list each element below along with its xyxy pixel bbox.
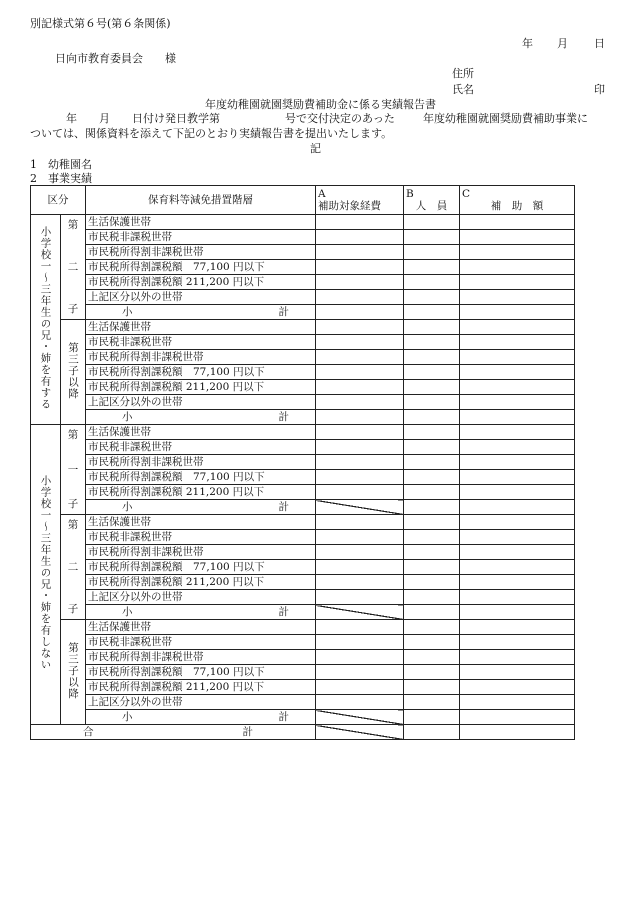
tier-nontax: 市民税非課税世帯 — [86, 530, 316, 545]
table-row — [31, 245, 575, 260]
tier-211200: 市民税所得割課税額 211,200 円以下 — [86, 275, 316, 290]
cell-a-diagonal — [316, 500, 404, 515]
subtotal-row — [31, 500, 575, 515]
subtotal-label: 小 計 — [86, 500, 316, 515]
cell-a[interactable] — [316, 245, 404, 260]
category-without-sibling: 小学校一〜三年生の兄・姉を有しない — [31, 425, 61, 725]
header-b-letter: B — [406, 188, 414, 200]
tier-77100: 市民税所得割課税額 77,100 円以下 — [86, 365, 316, 380]
header-c-letter: C — [462, 188, 471, 200]
cell-a[interactable] — [316, 305, 404, 320]
cell-b[interactable] — [404, 365, 460, 380]
name-label: 氏名 — [452, 83, 474, 96]
cell-a[interactable] — [316, 470, 404, 485]
cell-a[interactable] — [316, 620, 404, 635]
tier-77100: 市民税所得割課税額 77,100 円以下 — [86, 260, 316, 275]
subtotal-row — [31, 305, 575, 320]
cell-c[interactable] — [460, 620, 575, 635]
tier-211200: 市民税所得割課税額 211,200 円以下 — [86, 680, 316, 695]
cell-c[interactable] — [460, 500, 575, 515]
cell-b[interactable] — [404, 590, 460, 605]
tier-other: 上記区分以外の世帯 — [86, 290, 316, 305]
cell-c[interactable] — [460, 560, 575, 575]
total-label: 合 計 — [31, 725, 316, 740]
cell-b[interactable] — [404, 290, 460, 305]
cell-c[interactable] — [460, 575, 575, 590]
table-row — [31, 350, 575, 365]
table-row — [31, 470, 575, 485]
tier-welfare: 生活保護世帯 — [86, 425, 316, 440]
table-header-row — [31, 186, 575, 215]
tier-other: 上記区分以外の世帯 — [86, 695, 316, 710]
table-row — [31, 380, 575, 395]
cell-a[interactable] — [316, 320, 404, 335]
header-category: 区分 — [31, 186, 86, 215]
tier-nontax: 市民税非課税世帯 — [86, 335, 316, 350]
table-row — [31, 440, 575, 455]
tier-welfare: 生活保護世帯 — [86, 215, 316, 230]
table-row — [31, 635, 575, 650]
ordinal-second-child: 第 二 子 — [61, 215, 86, 320]
item-results: 2 事業実績 — [30, 172, 92, 185]
cell-c[interactable] — [460, 245, 575, 260]
cell-c[interactable] — [460, 710, 575, 725]
cell-c[interactable] — [460, 665, 575, 680]
ordinal-second-child: 第 二 子 — [61, 515, 86, 620]
cell-c[interactable] — [460, 365, 575, 380]
cell-c[interactable] — [460, 380, 575, 395]
cell-c[interactable] — [460, 650, 575, 665]
cell-c[interactable] — [460, 545, 575, 560]
cell-a[interactable] — [316, 380, 404, 395]
cell-b[interactable] — [404, 485, 460, 500]
table-row — [31, 575, 575, 590]
tier-nontax: 市民税非課税世帯 — [86, 440, 316, 455]
header-c — [460, 186, 575, 215]
cell-b[interactable] — [404, 215, 460, 230]
ki-mark: 記 — [310, 142, 321, 155]
cell-c[interactable] — [460, 215, 575, 230]
cell-a[interactable] — [316, 275, 404, 290]
cell-a[interactable] — [316, 695, 404, 710]
cell-b[interactable] — [404, 620, 460, 635]
subtotal-row — [31, 710, 575, 725]
subtotal-row — [31, 605, 575, 620]
cell-b[interactable] — [404, 470, 460, 485]
header-a — [316, 186, 404, 215]
date-month: 月 — [557, 37, 568, 50]
subtotal-label: 小 計 — [86, 710, 316, 725]
table-row — [31, 365, 575, 380]
tier-211200: 市民税所得割課税額 211,200 円以下 — [86, 485, 316, 500]
table-row — [31, 320, 575, 335]
header-a-letter: A — [318, 188, 326, 200]
cell-a-diagonal — [316, 710, 404, 725]
tier-77100: 市民税所得割課税額 77,100 円以下 — [86, 470, 316, 485]
cell-b[interactable] — [404, 695, 460, 710]
cell-b[interactable] — [404, 305, 460, 320]
table-row — [31, 545, 575, 560]
cell-c[interactable] — [460, 230, 575, 245]
cell-a[interactable] — [316, 440, 404, 455]
subtotal-row — [31, 410, 575, 425]
results-table — [30, 185, 575, 740]
cell-b[interactable] — [404, 575, 460, 590]
cell-a[interactable] — [316, 410, 404, 425]
table-row — [31, 590, 575, 605]
cell-a[interactable] — [316, 260, 404, 275]
cell-c[interactable] — [460, 605, 575, 620]
cell-b[interactable] — [404, 650, 460, 665]
document-title: 年度幼稚園就園奨励費補助金に係る実績報告書 — [205, 98, 436, 111]
table-row — [31, 395, 575, 410]
cell-a[interactable] — [316, 455, 404, 470]
cell-b[interactable] — [404, 410, 460, 425]
table-row — [31, 680, 575, 695]
cell-b[interactable] — [404, 530, 460, 545]
table-row — [31, 560, 575, 575]
cell-c[interactable] — [460, 335, 575, 350]
header-b — [404, 186, 460, 215]
header-level: 保育料等減免措置階層 — [86, 186, 316, 215]
cell-b[interactable] — [404, 230, 460, 245]
date-day: 日 — [594, 37, 605, 50]
cell-c[interactable] — [460, 410, 575, 425]
tier-welfare: 生活保護世帯 — [86, 515, 316, 530]
cell-a[interactable] — [316, 215, 404, 230]
tier-welfare: 生活保護世帯 — [86, 320, 316, 335]
table-row — [31, 515, 575, 530]
table-row — [31, 260, 575, 275]
cell-a[interactable] — [316, 530, 404, 545]
item-kindergarten-name: 1 幼稚園名 — [30, 158, 92, 171]
cell-c[interactable] — [460, 635, 575, 650]
seal-mark: 印 — [594, 83, 605, 96]
cell-b[interactable] — [404, 500, 460, 515]
tier-211200: 市民税所得割課税額 211,200 円以下 — [86, 380, 316, 395]
tier-income-nontax: 市民税所得割非課税世帯 — [86, 245, 316, 260]
tier-income-nontax: 市民税所得割非課税世帯 — [86, 650, 316, 665]
cell-b[interactable] — [404, 260, 460, 275]
tier-77100: 市民税所得割課税額 77,100 円以下 — [86, 560, 316, 575]
date-year: 年 — [522, 37, 533, 50]
tier-welfare: 生活保護世帯 — [86, 620, 316, 635]
table-row — [31, 290, 575, 305]
cell-b[interactable] — [404, 380, 460, 395]
cell-a[interactable] — [316, 515, 404, 530]
cell-c[interactable] — [460, 515, 575, 530]
cell-c[interactable] — [460, 680, 575, 695]
cell-c[interactable] — [460, 440, 575, 455]
cell-c[interactable] — [460, 395, 575, 410]
cell-c[interactable] — [460, 590, 575, 605]
cell-c[interactable] — [460, 275, 575, 290]
ordinal-first-child: 第 一 子 — [61, 425, 86, 515]
cell-c[interactable] — [460, 320, 575, 335]
cell-a[interactable] — [316, 350, 404, 365]
table-row — [31, 695, 575, 710]
cell-a[interactable] — [316, 650, 404, 665]
cell-b[interactable] — [404, 440, 460, 455]
cell-b[interactable] — [404, 545, 460, 560]
cell-a[interactable] — [316, 545, 404, 560]
cell-b[interactable] — [404, 725, 460, 740]
table-row — [31, 485, 575, 500]
cell-a[interactable] — [316, 590, 404, 605]
table-row — [31, 530, 575, 545]
cell-b[interactable] — [404, 635, 460, 650]
cell-c[interactable] — [460, 470, 575, 485]
cell-b[interactable] — [404, 515, 460, 530]
cell-c[interactable] — [460, 260, 575, 275]
cell-a[interactable] — [316, 365, 404, 380]
cell-b[interactable] — [404, 245, 460, 260]
cell-b[interactable] — [404, 455, 460, 470]
table-row — [31, 455, 575, 470]
tier-211200: 市民税所得割課税額 211,200 円以下 — [86, 575, 316, 590]
category-with-sibling: 小学校一〜三年生の兄・姉を有する — [31, 215, 61, 425]
cell-a[interactable] — [316, 665, 404, 680]
ordinal-third-child: 第三子以降 — [61, 320, 86, 425]
cell-a-diagonal — [316, 605, 404, 620]
subtotal-label: 小 計 — [86, 305, 316, 320]
cell-c[interactable] — [460, 350, 575, 365]
cell-c[interactable] — [460, 695, 575, 710]
table-row — [31, 335, 575, 350]
cell-b[interactable] — [404, 395, 460, 410]
cell-a[interactable] — [316, 635, 404, 650]
cell-a[interactable] — [316, 395, 404, 410]
header-b-label: 人 員 — [415, 200, 448, 212]
cell-b[interactable] — [404, 680, 460, 695]
address-label: 住所 — [452, 67, 474, 80]
table-row — [31, 425, 575, 440]
cell-b[interactable] — [404, 275, 460, 290]
body-line1-part2: 号で交付決定のあった — [285, 112, 395, 125]
body-line1-part3: 年度幼稚園就園奨励費補助事業に — [423, 112, 588, 125]
tier-77100: 市民税所得割課税額 77,100 円以下 — [86, 665, 316, 680]
tier-income-nontax: 市民税所得割非課税世帯 — [86, 455, 316, 470]
cell-a[interactable] — [316, 335, 404, 350]
cell-a[interactable] — [316, 575, 404, 590]
cell-a[interactable] — [316, 230, 404, 245]
cell-a[interactable] — [316, 680, 404, 695]
cell-b[interactable] — [404, 710, 460, 725]
cell-c[interactable] — [460, 425, 575, 440]
cell-c[interactable] — [460, 455, 575, 470]
cell-c[interactable] — [460, 725, 575, 740]
table-row — [31, 620, 575, 635]
cell-c[interactable] — [460, 290, 575, 305]
cell-c[interactable] — [460, 485, 575, 500]
cell-a[interactable] — [316, 485, 404, 500]
body-line2: ついては、関係資料を添えて下記のとおり実績報告書を提出いたします。 — [30, 127, 393, 140]
cell-b[interactable] — [404, 560, 460, 575]
cell-b[interactable] — [404, 425, 460, 440]
cell-b[interactable] — [404, 350, 460, 365]
cell-b[interactable] — [404, 320, 460, 335]
form-id: 別記様式第６号(第６条関係) — [30, 17, 171, 30]
tier-income-nontax: 市民税所得割非課税世帯 — [86, 350, 316, 365]
cell-a[interactable] — [316, 560, 404, 575]
table-row — [31, 230, 575, 245]
header-c-label: 補 助 額 — [490, 200, 544, 212]
table-row — [31, 215, 575, 230]
header-a-label: 補助対象経費 — [318, 200, 381, 212]
cell-a-diagonal — [316, 725, 404, 740]
tier-other: 上記区分以外の世帯 — [86, 590, 316, 605]
cell-a[interactable] — [316, 425, 404, 440]
table-row — [31, 650, 575, 665]
ordinal-third-child: 第三子以降 — [61, 620, 86, 725]
cell-b[interactable] — [404, 665, 460, 680]
subtotal-label: 小 計 — [86, 605, 316, 620]
addressee: 日向市教育委員会 様 — [55, 52, 176, 65]
tier-nontax: 市民税非課税世帯 — [86, 635, 316, 650]
table-row — [31, 665, 575, 680]
cell-a[interactable] — [316, 290, 404, 305]
tier-other: 上記区分以外の世帯 — [86, 395, 316, 410]
tier-nontax: 市民税非課税世帯 — [86, 230, 316, 245]
table-row — [31, 275, 575, 290]
tier-income-nontax: 市民税所得割非課税世帯 — [86, 545, 316, 560]
body-line1-part1: 年 月 日付け発日教学第 — [66, 112, 220, 125]
total-row — [31, 725, 575, 740]
cell-b[interactable] — [404, 605, 460, 620]
subtotal-label: 小 計 — [86, 410, 316, 425]
cell-c[interactable] — [460, 530, 575, 545]
cell-c[interactable] — [460, 305, 575, 320]
cell-b[interactable] — [404, 335, 460, 350]
